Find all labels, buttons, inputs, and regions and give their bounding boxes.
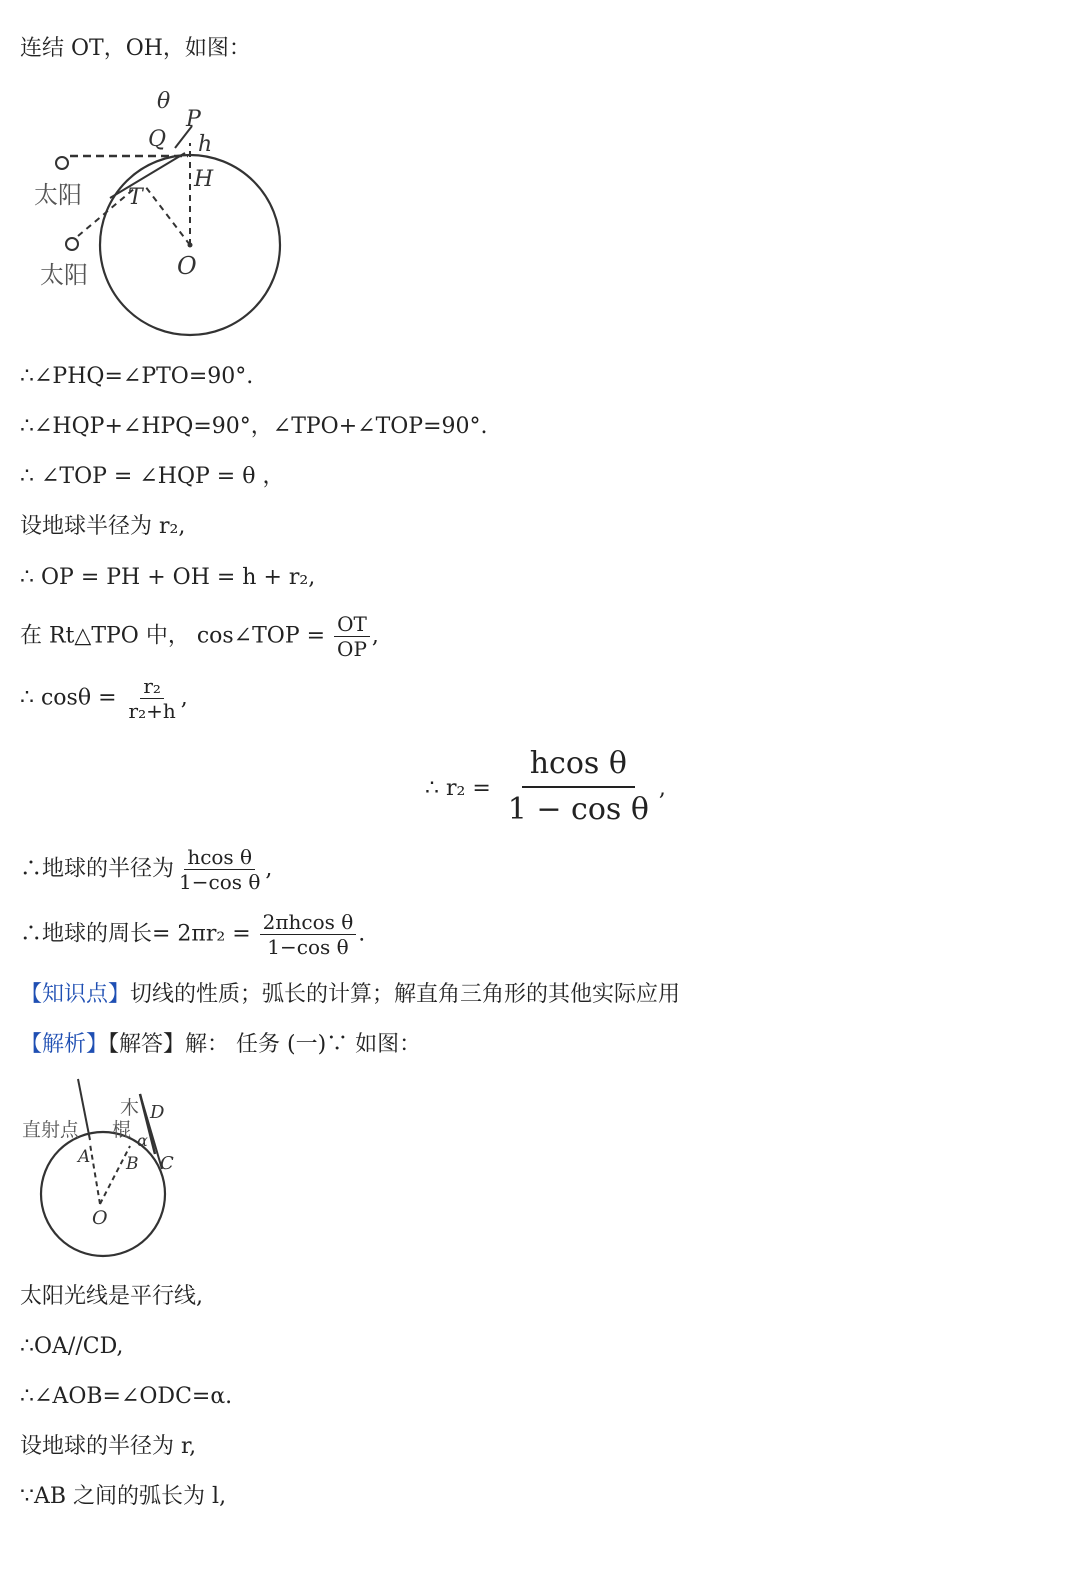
label-B: B [126, 1154, 139, 1174]
fraction-cos-theta [126, 674, 179, 723]
line-8-prefix: ∴ cosθ = [20, 685, 124, 711]
text-line-7 [20, 612, 379, 661]
fraction-numerator: OT [334, 612, 370, 637]
text-line-1: 连结 OT，OH，如图： [20, 36, 251, 61]
knowledge-point-text: 切线的性质；弧长的计算；解直角三角形的其他实际应用 [130, 982, 681, 1007]
fraction-denominator: 1−cos θ [267, 935, 349, 959]
line-10-suffix: , [265, 856, 273, 882]
text-line-4: ∴ ∠TOP = ∠HQP = θ ， [20, 464, 285, 489]
text-line-16: ∴∠AOB=∠ODC=α. [20, 1384, 233, 1409]
label-sun-1: 太阳 [34, 181, 82, 209]
fraction-denominator: r₂+h [128, 699, 176, 723]
analysis-tag: 【解析】 [20, 1032, 109, 1057]
label-gan: 棍 [112, 1119, 132, 1141]
fraction-circumference [260, 910, 357, 959]
fraction-numerator: 2πhcos θ [260, 910, 357, 935]
figure-stick-diagram [20, 1074, 200, 1272]
analysis-text: 【解答】解： 任务 (一)∵ 如图： [108, 1032, 422, 1057]
figure-sun-earth-diagram [20, 88, 290, 350]
text-line-11 [20, 910, 365, 959]
knowledge-point-line [20, 980, 680, 1010]
line-11-prefix: ∴地球的周长= 2πr₂ = [20, 921, 258, 947]
text-line-15: ∴OA//CD, [20, 1334, 124, 1359]
knowledge-point-tag: 【知识点】 [20, 982, 131, 1007]
fraction-denominator: 1−cos θ [179, 870, 261, 894]
label-alpha: α [137, 1131, 148, 1150]
tangent-line [110, 153, 185, 198]
text-line-5: 设地球半径为 r₂, [20, 514, 186, 539]
label-P: P [186, 107, 201, 132]
label-H: H [194, 167, 214, 192]
text-line-3: ∴∠HQP+∠HPQ=90°，∠TPO+∠TOP=90°. [20, 414, 488, 439]
label-h: h [198, 132, 213, 157]
line-10-prefix: ∴地球的半径为 [20, 856, 175, 882]
text-line-10 [20, 845, 272, 894]
label-sun-2: 太阳 [40, 261, 88, 289]
sun-marker-2 [66, 238, 78, 250]
label-mu: 木 [120, 1097, 140, 1119]
label-T: T [128, 185, 143, 210]
text-line-8 [20, 674, 188, 723]
fraction-numerator: r₂ [140, 674, 164, 699]
label-O: O [177, 252, 197, 280]
fraction-denominator: 1 − cos θ [507, 792, 649, 827]
label-C: C [160, 1153, 174, 1174]
label-O-2: O [92, 1207, 108, 1229]
radius-OA [90, 1144, 100, 1204]
sun-ray-A [78, 1079, 90, 1140]
sun-marker-1 [56, 157, 68, 169]
equation-prefix: ∴ r₂ = [425, 776, 498, 801]
label-Q: Q [148, 127, 167, 152]
fraction-numerator: hcos θ [522, 742, 635, 788]
sun-ray-2 [78, 188, 135, 236]
label-theta: θ [157, 89, 171, 114]
fraction-numerator: hcos θ [184, 845, 255, 870]
text-line-6: ∴ OP = PH + OH = h + r₂, [20, 565, 316, 590]
fraction-OT-OP [334, 612, 370, 661]
label-A: A [78, 1147, 91, 1167]
analysis-line [20, 1030, 421, 1060]
line-8-suffix: , [180, 685, 188, 711]
earth-circle-2 [41, 1132, 165, 1256]
text-line-18: ∵AB 之间的弧长为 l, [20, 1484, 227, 1509]
line-11-suffix: . [358, 921, 366, 947]
radius-OT [145, 186, 190, 245]
equation-suffix: , [658, 776, 666, 801]
text-line-2: ∴∠PHQ=∠PTO=90°. [20, 364, 254, 389]
fraction-r2 [500, 742, 657, 832]
center-point [188, 243, 193, 248]
line-7-suffix: , [371, 623, 379, 649]
text-line-17: 设地球的半径为 r, [20, 1434, 197, 1459]
fraction-radius [176, 845, 263, 894]
label-D: D [150, 1102, 165, 1123]
line-7-prefix: 在 Rt△TPO 中， cos∠TOP = [20, 623, 333, 649]
fraction-denominator: OP [337, 637, 367, 661]
centered-equation [425, 742, 666, 832]
text-line-14: 太阳光线是平行线, [20, 1284, 203, 1309]
label-zhishedian: 直射点 [22, 1119, 80, 1141]
